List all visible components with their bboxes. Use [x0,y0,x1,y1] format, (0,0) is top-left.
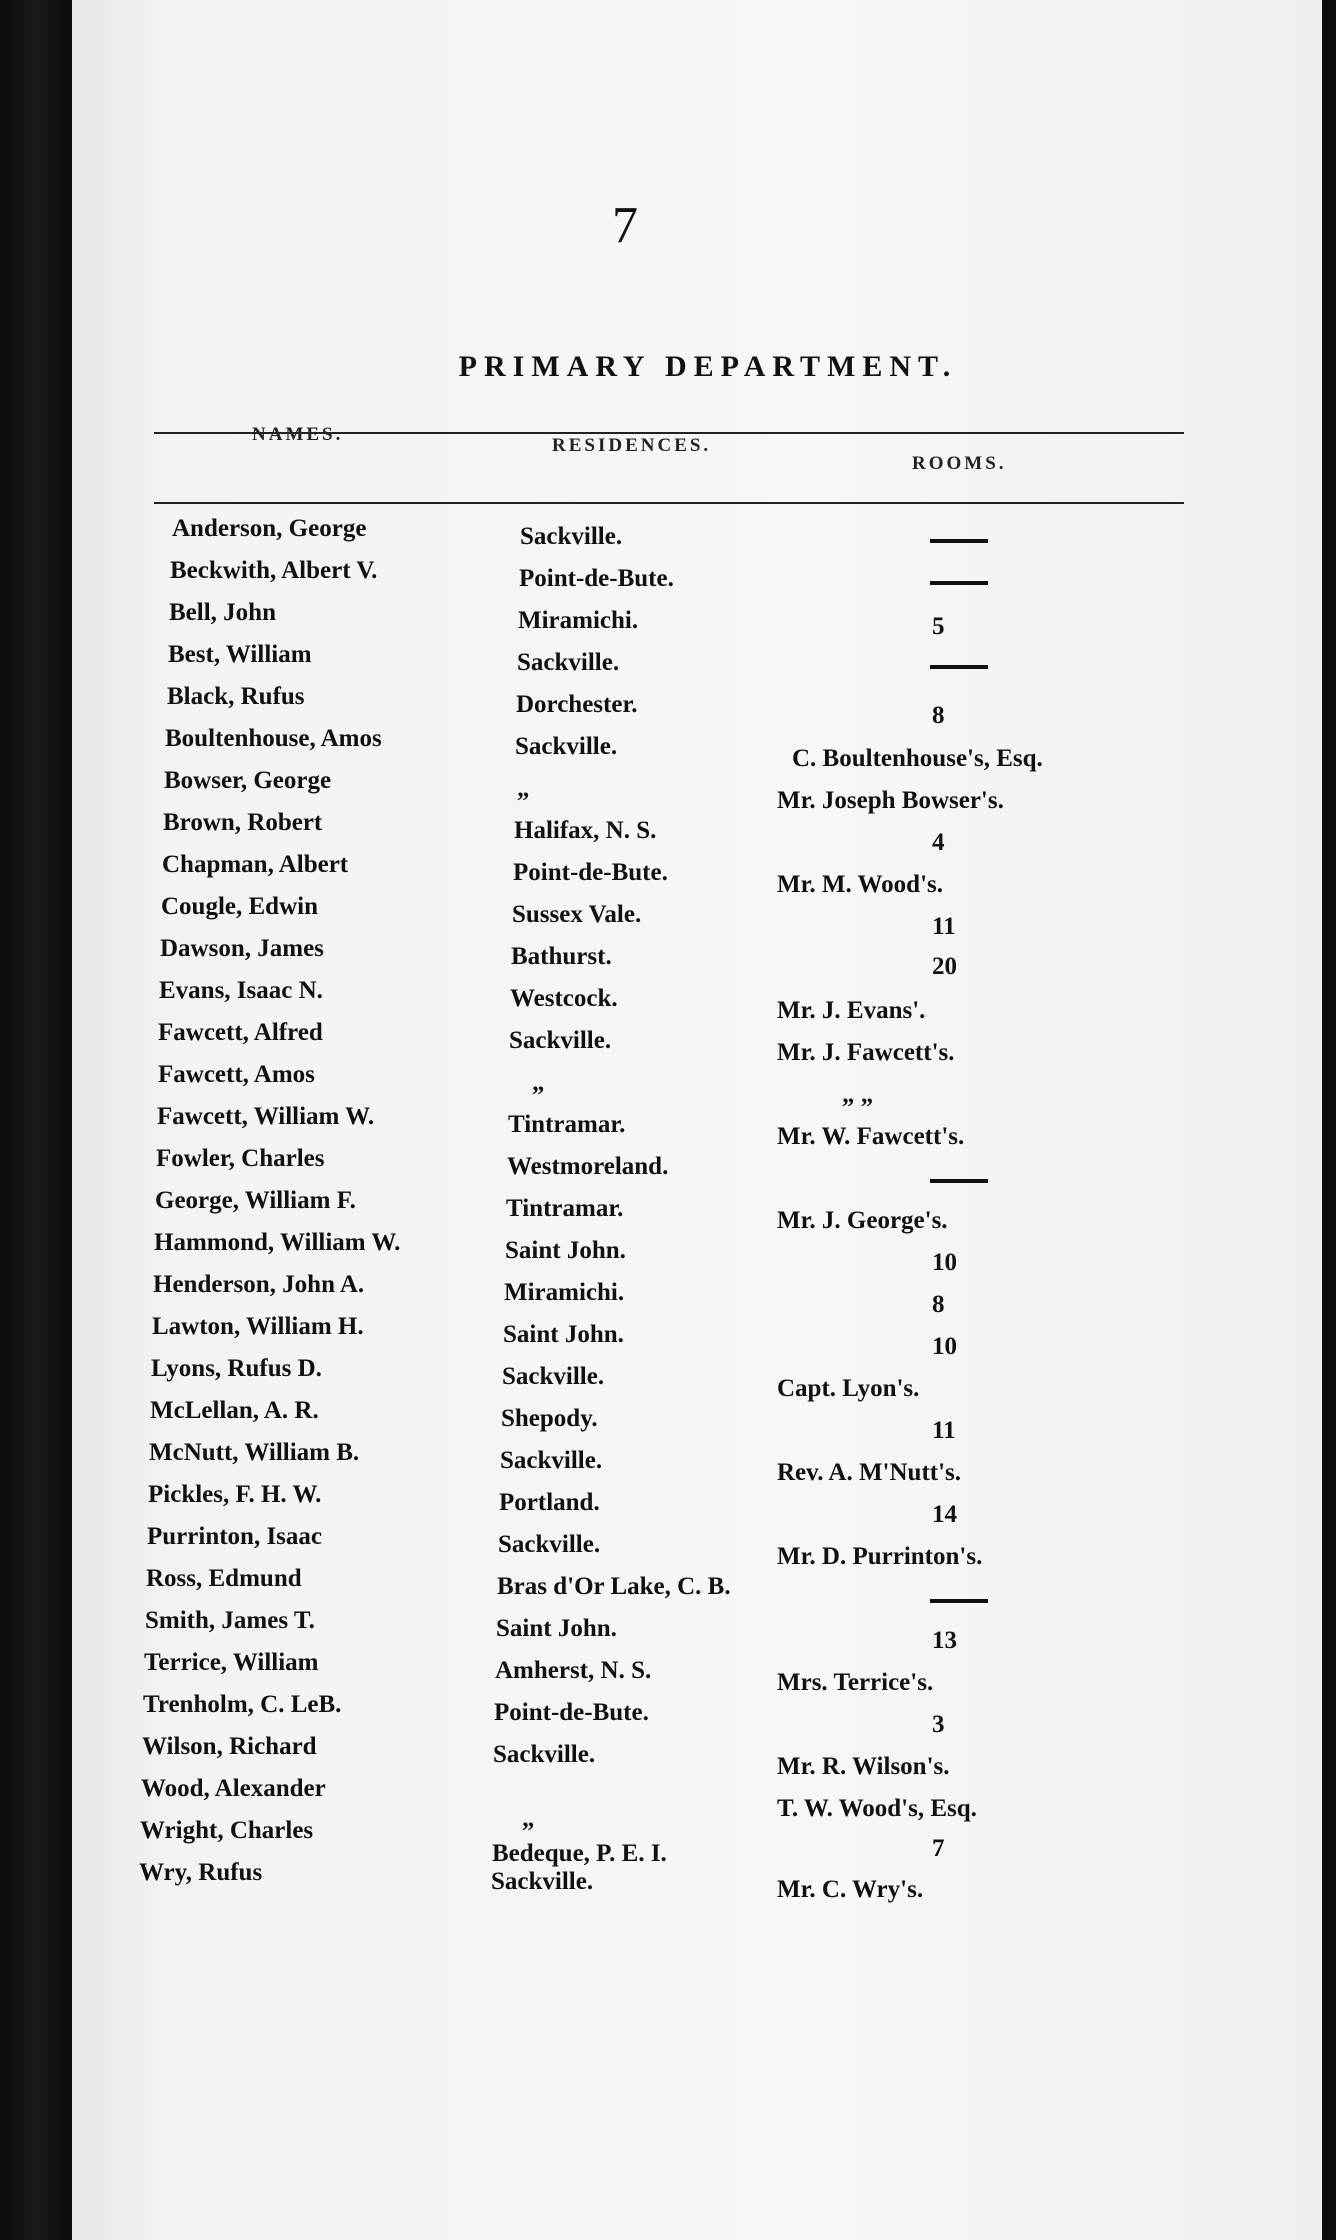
student-room: Mr. J. Evans'. [777,997,926,1024]
student-name: Pickles, F. H. W. [148,1481,322,1508]
student-name: Black, Rufus [167,683,305,710]
student-room: C. Boultenhouse's, Esq. [792,745,1043,772]
student-room: 3 [932,1711,945,1738]
student-room: 5 [932,613,945,640]
student-name: Hammond, William W. [154,1229,401,1256]
student-residence: Sackville. [515,733,618,760]
student-name: Chapman, Albert [162,851,349,878]
room-dash [930,1599,988,1603]
student-residence: Sackville. [502,1363,605,1390]
student-name: Bell, John [169,599,276,626]
room-dash [930,539,988,543]
student-residence: „ [517,775,530,802]
student-name: Lawton, William H. [152,1313,364,1340]
scan-border [0,0,72,2240]
student-residence: Point-de-Bute. [519,565,674,592]
student-name: Brown, Robert [163,809,323,836]
student-room: 14 [932,1501,957,1528]
column-header-residences: RESIDENCES. [552,435,712,456]
student-name: Cougle, Edwin [161,893,318,920]
student-name: McLellan, A. R. [150,1397,319,1424]
student-name: George, William F. [155,1187,356,1214]
student-name: Fawcett, Amos [158,1061,315,1088]
student-residence: Portland. [499,1489,600,1516]
student-residence: Sackville. [520,523,623,550]
student-name: Lyons, Rufus D. [151,1355,322,1382]
student-room: Mr. R. Wilson's. [777,1753,950,1780]
student-residence: Shepody. [501,1405,598,1432]
room-dash [930,581,988,585]
room-dash [930,1179,988,1183]
student-residence: „ [522,1805,535,1832]
student-room: 10 [932,1249,957,1276]
student-residence: Saint John. [496,1615,617,1642]
student-room: „ „ [842,1081,874,1108]
page [72,0,1322,2240]
student-name: Evans, Isaac N. [159,977,323,1004]
student-residence: Amherst, N. S. [495,1657,652,1684]
student-name: Wood, Alexander [141,1775,326,1802]
student-residence: Sackville. [517,649,620,676]
student-room: Rev. A. M'Nutt's. [777,1459,962,1486]
student-name: Wilson, Richard [142,1733,317,1760]
student-residence: Sackville. [493,1741,596,1768]
student-name: Ross, Edmund [146,1565,302,1592]
student-room: Mr. J. Fawcett's. [777,1039,955,1066]
student-residence: Westcock. [510,985,618,1012]
student-residence: „ [532,1069,545,1096]
student-residence: Saint John. [503,1321,624,1348]
student-room: Mr. C. Wry's. [777,1876,924,1903]
student-room: 8 [932,1291,945,1318]
student-name: Wright, Charles [140,1817,314,1844]
student-room: 7 [932,1835,945,1862]
student-name: Fowler, Charles [156,1145,325,1172]
student-residence: Point-de-Bute. [494,1699,649,1726]
student-name: Bowser, George [164,767,332,794]
student-room: 11 [932,1417,956,1444]
student-name: Trenholm, C. LeB. [143,1691,342,1718]
student-name: Fawcett, Alfred [158,1019,323,1046]
student-room: Mr. D. Purrinton's. [777,1543,983,1570]
column-header-names: NAMES. [252,424,344,445]
student-name: Beckwith, Albert V. [170,557,378,584]
student-residence: Sackville. [500,1447,603,1474]
student-name: Purrinton, Isaac [147,1523,322,1550]
column-header-rooms: ROOMS. [912,453,1007,474]
student-residence: Sussex Vale. [512,901,642,928]
student-name: McNutt, William B. [149,1439,360,1466]
student-room: Mr. Joseph Bowser's. [777,787,1004,814]
student-room: 8 [932,702,945,729]
student-name: Henderson, John A. [153,1271,365,1298]
student-residence: Sackville. [498,1531,601,1558]
student-name: Best, William [168,641,312,668]
student-room: Mr. M. Wood's. [777,871,943,898]
student-residence: Sackville. [509,1027,612,1054]
student-room: 11 [932,913,956,940]
student-room: 4 [932,829,945,856]
student-name: Anderson, George [172,515,367,542]
student-name: Fawcett, William W. [157,1103,375,1130]
page-title: PRIMARY DEPARTMENT. [458,350,958,383]
student-room: 20 [932,953,957,980]
student-room: T. W. Wood's, Esq. [777,1795,977,1822]
page-number: 7 [612,197,638,254]
student-residence: Dorchester. [516,691,638,718]
student-residence: Bras d'Or Lake, C. B. [497,1573,731,1600]
student-room: 10 [932,1333,957,1360]
student-room: 13 [932,1627,957,1654]
room-dash [930,665,988,669]
student-residence: Miramichi. [504,1279,625,1306]
student-residence: Tintramar. [508,1111,626,1138]
student-name: Terrice, William [144,1649,319,1676]
student-name: Wry, Rufus [139,1859,263,1886]
student-residence: Halifax, N. S. [514,817,657,844]
student-room: Mrs. Terrice's. [777,1669,934,1696]
student-residence: Miramichi. [518,607,639,634]
student-room: Mr. J. George's. [777,1207,948,1234]
student-residence: Bathurst. [511,943,612,970]
student-name: Smith, James T. [145,1607,315,1634]
student-name: Dawson, James [160,935,324,962]
student-residence: Point-de-Bute. [513,859,668,886]
student-residence: Tintramar. [506,1195,624,1222]
student-name: Boultenhouse, Amos [165,725,382,752]
student-residence: Westmoreland. [507,1153,669,1180]
student-room: Capt. Lyon's. [777,1375,920,1402]
student-residence: Saint John. [505,1237,626,1264]
student-room: Mr. W. Fawcett's. [777,1123,965,1150]
header-rule-bottom [154,502,1184,504]
student-residence: Sackville. [491,1868,594,1895]
student-residence: Bedeque, P. E. I. [492,1840,667,1867]
